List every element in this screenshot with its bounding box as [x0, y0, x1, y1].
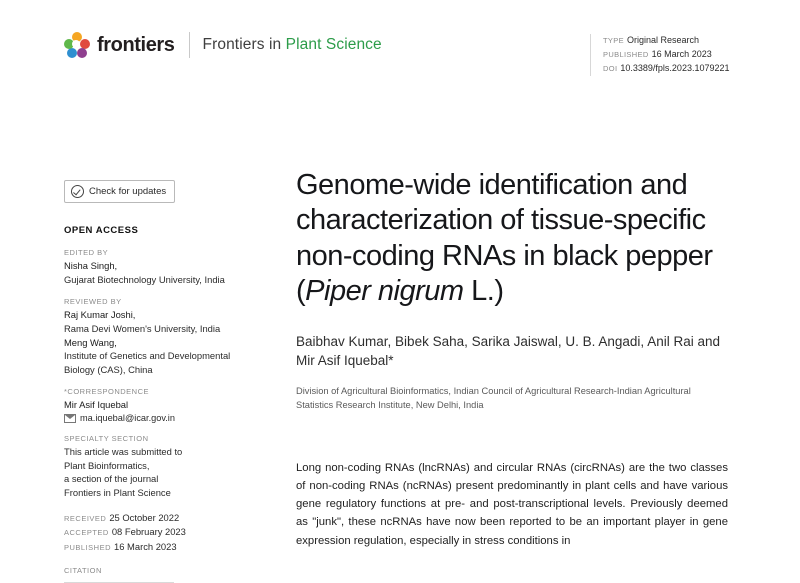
- specialty-heading: SPECIALTY SECTION: [64, 434, 149, 443]
- meta-doi: [603, 62, 773, 76]
- journal-title: [203, 36, 382, 54]
- reviewer-2-affiliation-line-1: Institute of Genetics and Developmental: [64, 350, 231, 362]
- correspondence-section: [64, 387, 250, 423]
- page-title: [296, 168, 728, 310]
- journal-title-accent: Plant Science: [285, 36, 382, 53]
- meta-doi-label: DOI: [603, 63, 618, 73]
- masthead: [64, 32, 382, 58]
- title-italic-species: Piper nigrum: [305, 275, 464, 308]
- received-row: [64, 511, 250, 526]
- sidebar-published-row: [64, 540, 250, 555]
- frontiers-logo-icon: [64, 32, 90, 58]
- specialty-line-2: Plant Bioinformatics,: [64, 459, 150, 471]
- citation-heading: CITATION: [64, 566, 102, 576]
- correspondence-name: Mir Asif Iquebal: [64, 399, 129, 411]
- check-for-updates-button[interactable]: [64, 180, 175, 203]
- reviewer-1-affiliation: Rama Devi Women's University, India: [64, 322, 221, 334]
- mail-icon: [64, 414, 76, 423]
- meta-doi-value: 10.3389/fpls.2023.1079221: [620, 62, 730, 73]
- accepted-label: ACCEPTED: [64, 528, 109, 538]
- author-affiliation: Division of Agricultural Bioinformatics, Indian Council of Agricultural Research-Indian Agricultural Statistics Research Institute, New Delhi, India: [296, 385, 691, 410]
- correspondence-heading: *CORRESPONDENCE: [64, 387, 150, 397]
- title-part-2: L.): [463, 275, 504, 308]
- accepted-row: [64, 525, 250, 540]
- meta-type-label: TYPE: [603, 36, 624, 45]
- editor-affiliation: Gujarat Biotechnology University, India: [64, 273, 225, 285]
- received-value: 25 October 2022: [109, 511, 180, 523]
- article-sidebar: [64, 180, 250, 583]
- dates-section: [64, 511, 250, 555]
- edited-by-heading: EDITED BY: [64, 248, 109, 257]
- journal-title-prefix: Frontiers in: [202, 36, 286, 53]
- meta-published: [603, 48, 773, 62]
- reviewed-by-section: [64, 297, 250, 376]
- open-access-badge: OPEN ACCESS: [64, 225, 139, 236]
- title-part-1: Genome-wide identification and characterization of tissue-specific non-coding RNAs in black pepper (: [296, 169, 713, 308]
- reviewer-1-name: Raj Kumar Joshi,: [64, 309, 136, 321]
- correspondence-email-row[interactable]: [64, 413, 250, 423]
- frontiers-wordmark: frontiers: [97, 33, 175, 56]
- author-list: Baibhav Kumar, Bibek Saha, Sarika Jaiswal, U. B. Angadi, Anil Rai and Mir Asif Iquebal*: [296, 333, 720, 369]
- editor-name: Nisha Singh,: [64, 260, 118, 271]
- abstract-text: Long non-coding RNAs (lncRNAs) and circular RNAs (circRNAs) are the two classes of non-coding RNAs (ncRNAs) present predominantly in plant cells and have various gene regulatory functions at pre- and post-transcriptional levels. Previously deemed as "junk", these ncRNAs have now been reported to be an important player in gene expression regulation, especially in stress conditions in: [296, 461, 728, 547]
- article-meta: [590, 34, 773, 76]
- sidebar-published-label: PUBLISHED: [64, 542, 112, 552]
- reviewer-2-affiliation-line-2: Biology (CAS), China: [64, 363, 153, 375]
- check-circle-icon: [71, 185, 84, 198]
- meta-type-value: Original Research: [627, 35, 700, 45]
- meta-published-label: PUBLISHED: [603, 49, 649, 59]
- check-for-updates-label: Check for updates: [89, 186, 167, 197]
- reviewed-by-heading: REVIEWED BY: [64, 297, 122, 307]
- article-main: [296, 168, 728, 550]
- received-label: RECEIVED: [64, 513, 107, 523]
- specialty-line-1: This article was submitted to: [64, 446, 183, 457]
- reviewer-2-name: Meng Wang,: [64, 336, 117, 348]
- specialty-section: [64, 434, 250, 500]
- correspondence-email: ma.iquebal@icar.gov.in: [80, 413, 175, 423]
- meta-published-value: 16 March 2023: [651, 48, 712, 59]
- meta-type: [603, 34, 773, 48]
- edited-by-section: [64, 248, 250, 286]
- masthead-divider: [189, 32, 190, 58]
- specialty-line-3: a section of the journal: [64, 473, 159, 485]
- specialty-line-4: Frontiers in Plant Science: [64, 486, 171, 498]
- accepted-value: 08 February 2023: [111, 526, 186, 538]
- sidebar-published-value: 16 March 2023: [114, 540, 177, 552]
